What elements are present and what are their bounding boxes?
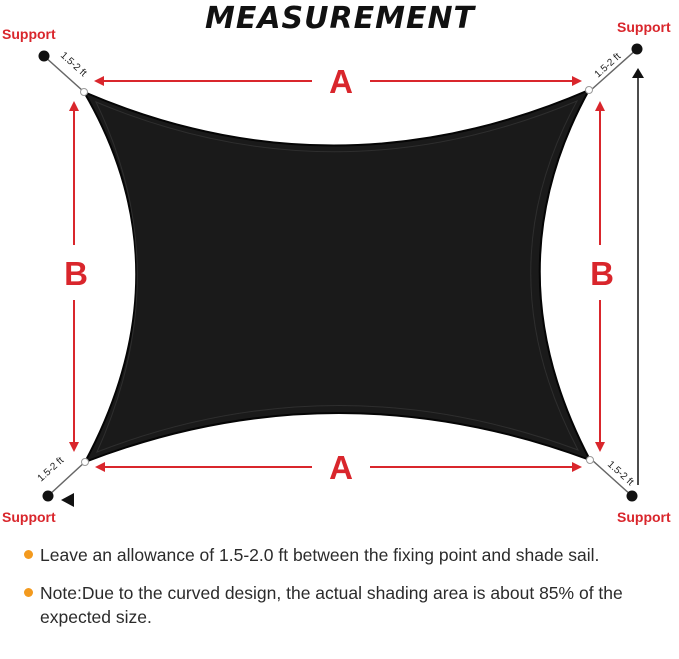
dimension-a-bottom-label: A bbox=[329, 449, 353, 486]
support-label-bottom-left: Support bbox=[2, 509, 56, 525]
shade-sail bbox=[84, 90, 590, 462]
allowance-label-top-right: 1.5-2 ft bbox=[592, 51, 624, 81]
support-label-top-right: Support bbox=[617, 19, 671, 35]
allowance-label-bottom-left: 1.5-2 ft bbox=[35, 455, 67, 485]
corner-ring-bottom-left bbox=[82, 459, 89, 466]
note-item bbox=[24, 581, 664, 629]
corner-ring-top-right bbox=[586, 87, 593, 94]
page-title: MEASUREMENT bbox=[204, 1, 476, 36]
bullet-icon bbox=[24, 588, 33, 597]
dimension-b-right-label: B bbox=[590, 255, 614, 292]
support-post-top-right bbox=[632, 44, 643, 55]
pointer-icon bbox=[61, 493, 74, 507]
note-item bbox=[24, 543, 664, 567]
dimension-b-left-label: B bbox=[64, 255, 88, 292]
support-post-top-left bbox=[39, 51, 50, 62]
allowance-label-bottom-right: 1.5-2 ft bbox=[604, 459, 636, 489]
note-text: Note:Due to the curved design, the actual shading area is about 85% of the expected size. bbox=[40, 583, 623, 627]
allowance-label-top-left: 1.5-2 ft bbox=[57, 50, 89, 80]
support-post-bottom-right bbox=[627, 491, 638, 502]
support-post-bottom-left bbox=[43, 491, 54, 502]
support-label-top-left: Support bbox=[2, 26, 56, 42]
bullet-icon bbox=[24, 550, 33, 559]
corner-ring-bottom-right bbox=[587, 457, 594, 464]
support-label-bottom-right: Support bbox=[617, 509, 671, 525]
notes-list bbox=[24, 543, 664, 643]
corner-ring-top-left bbox=[81, 89, 88, 96]
dimension-a-top-label: A bbox=[329, 63, 353, 100]
note-text: Leave an allowance of 1.5-2.0 ft between the fixing point and shade sail. bbox=[40, 545, 600, 565]
